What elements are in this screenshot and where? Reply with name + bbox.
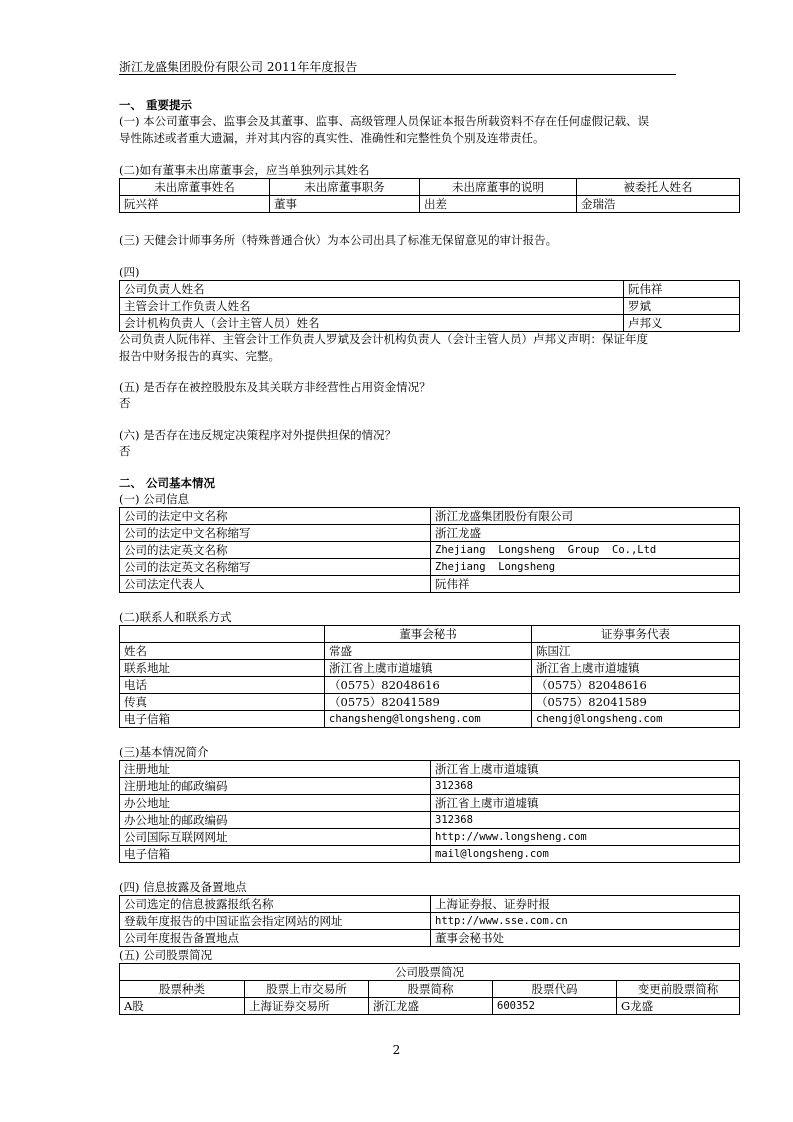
table-cell: 办公地址 bbox=[120, 795, 431, 812]
responsibility-line-1: 公司负责人阮伟祥、主管会计工作负责人罗斌及会计机构负责人（会计主管人员）卢邦义声明：保证年度 bbox=[119, 332, 648, 346]
table-header-row bbox=[120, 179, 740, 196]
page-number: 2 bbox=[392, 1043, 401, 1057]
header-cell: 证券事务代表 bbox=[532, 626, 740, 643]
table-cell: 公司选定的信息披露报纸名称 bbox=[120, 896, 431, 913]
table-row bbox=[120, 761, 740, 778]
table-cell: 办公地址的邮政编码 bbox=[120, 812, 431, 829]
table-cell: 公司法定代表人 bbox=[120, 576, 431, 593]
stock-table bbox=[119, 963, 740, 1015]
table-cell: 电子信箱 bbox=[120, 711, 325, 728]
page-header-title: 浙江龙盛集团股份有限公司 2011年年度报告 bbox=[119, 60, 358, 74]
disclosure-title: (四) 信息披露及备置地点 bbox=[119, 880, 247, 894]
fund-occupation-question: (五) 是否存在被控股股东及其关联方非经营性占用资金情况？ bbox=[119, 380, 431, 394]
table-cell: 公司国际互联网网址 bbox=[120, 829, 431, 846]
table-cell: 浙江龙盛集团股份有限公司 bbox=[431, 508, 740, 525]
header-cell: 变更前股票简称 bbox=[617, 981, 740, 998]
table-cell: 浙江省上虞市道墟镇 bbox=[325, 660, 532, 677]
audit-opinion-text: (三) 天健会计师事务所（特殊普通合伙）为本公司出具了标准无保留意见的审计报告。 bbox=[119, 233, 558, 247]
table-cell: 公司的法定中文名称 bbox=[120, 508, 431, 525]
table-cell: 卢邦义 bbox=[624, 315, 740, 332]
table-row bbox=[120, 315, 740, 332]
table-row bbox=[120, 542, 740, 559]
table-cell: Zhejiang Longsheng Group Co.,Ltd bbox=[431, 542, 740, 559]
statement-paragraph bbox=[119, 113, 739, 147]
table-cell: 陈国江 bbox=[532, 643, 740, 660]
table-row bbox=[120, 998, 740, 1015]
table-cell: 罗斌 bbox=[624, 298, 740, 315]
table-cell: 电话 bbox=[120, 677, 325, 694]
table-cell: （0575）82048616 bbox=[325, 677, 532, 694]
table-row bbox=[120, 829, 740, 846]
table-cell: 出差 bbox=[420, 196, 577, 213]
table-row bbox=[120, 576, 740, 593]
table-row bbox=[120, 778, 740, 795]
table-row bbox=[120, 930, 740, 947]
table-cell: 注册地址 bbox=[120, 761, 431, 778]
header-cell: 被委托人姓名 bbox=[577, 179, 740, 196]
table-row bbox=[120, 559, 740, 576]
disclosure-table bbox=[119, 895, 740, 947]
absent-directors-table bbox=[119, 178, 740, 213]
header-cell: 股票简称 bbox=[369, 981, 493, 998]
table-row bbox=[120, 281, 740, 298]
table-cell: 会计机构负责人（会计主管人员）姓名 bbox=[120, 315, 624, 332]
header-divider bbox=[119, 74, 676, 75]
table-cell: 登载年度报告的中国证监会指定网站的网址 bbox=[120, 913, 431, 930]
table-cell: （0575）82048616 bbox=[532, 677, 740, 694]
table-cell: http://www.sse.com.cn bbox=[431, 913, 740, 930]
header-cell: 股票上市交易所 bbox=[245, 981, 369, 998]
header-cell: 股票代码 bbox=[493, 981, 617, 998]
section-2-heading: 二、 公司基本情况 bbox=[119, 476, 216, 490]
header-cell bbox=[120, 626, 325, 643]
table-row bbox=[120, 913, 740, 930]
table-cell: 公司的法定英文名称 bbox=[120, 542, 431, 559]
header-cell: 未出席董事姓名 bbox=[120, 179, 270, 196]
table-cell: （0575）82041589 bbox=[532, 694, 740, 711]
responsible-persons-title: (四) bbox=[119, 265, 140, 279]
statement-line-1: (一) 本公司董事会、监事会及其董事、监事、高级管理人员保证本报告所载资料不存在任何虚假记载、误 bbox=[119, 114, 650, 128]
absent-directors-title: (二)如有董事未出席董事会，应当单独列示其姓名 bbox=[119, 163, 370, 177]
header-cell: 未出席董事职务 bbox=[270, 179, 420, 196]
table-cell: 600352 bbox=[493, 998, 617, 1015]
table-row bbox=[120, 298, 740, 315]
header-cell: 董事会秘书 bbox=[325, 626, 532, 643]
table-row bbox=[120, 660, 740, 677]
table-cell: Zhejiang Longsheng bbox=[431, 559, 740, 576]
table-cell: （0575）82041589 bbox=[325, 694, 532, 711]
table-row bbox=[120, 896, 740, 913]
table-cell: 常盛 bbox=[325, 643, 532, 660]
guarantee-answer: 否 bbox=[119, 444, 131, 458]
table-cell: 浙江省上虞市道墟镇 bbox=[431, 795, 740, 812]
table-row bbox=[120, 812, 740, 829]
table-cell: mail@longsheng.com bbox=[431, 846, 740, 863]
table-cell: 阮伟祥 bbox=[431, 576, 740, 593]
responsibility-line-2: 报告中财务报告的真实、完整。 bbox=[119, 349, 280, 363]
table-header-row bbox=[120, 626, 740, 643]
table-row bbox=[120, 677, 740, 694]
table-cell: 注册地址的邮政编码 bbox=[120, 778, 431, 795]
table-cell: 金瑞浩 bbox=[577, 196, 740, 213]
table-cell: 联系地址 bbox=[120, 660, 325, 677]
table-cell: changsheng@longsheng.com bbox=[325, 711, 532, 728]
table-cell: 上海证券交易所 bbox=[245, 998, 369, 1015]
basic-info-title: (三)基本情况简介 bbox=[119, 745, 209, 759]
table-cell: 传真 bbox=[120, 694, 325, 711]
table-cell: 浙江省上虞市道墟镇 bbox=[431, 761, 740, 778]
table-cell: 312368 bbox=[431, 778, 740, 795]
header-cell: 未出席董事的说明 bbox=[420, 179, 577, 196]
responsibility-statement bbox=[119, 331, 739, 365]
table-row bbox=[120, 795, 740, 812]
fund-occupation-answer: 否 bbox=[119, 396, 131, 410]
basic-info-table bbox=[119, 760, 740, 863]
table-cell: 主管会计工作负责人姓名 bbox=[120, 298, 624, 315]
table-header-row bbox=[120, 981, 740, 998]
table-cell: 浙江龙盛 bbox=[431, 525, 740, 542]
contact-title: (二)联系人和联系方式 bbox=[119, 610, 232, 624]
table-cell: 公司的法定中文名称缩写 bbox=[120, 525, 431, 542]
table-cell: 公司负责人姓名 bbox=[120, 281, 624, 298]
table-row bbox=[120, 508, 740, 525]
table-cell: 公司的法定英文名称缩写 bbox=[120, 559, 431, 576]
table-cell: 电子信箱 bbox=[120, 846, 431, 863]
table-caption-row bbox=[120, 964, 740, 981]
company-info-table bbox=[119, 507, 740, 593]
table-cell: 董事 bbox=[270, 196, 420, 213]
table-cell: http://www.longsheng.com bbox=[431, 829, 740, 846]
table-cell: 董事会秘书处 bbox=[431, 930, 740, 947]
table-cell: chengj@longsheng.com bbox=[532, 711, 740, 728]
stock-title: (五) 公司股票简况 bbox=[119, 948, 213, 962]
table-cell: A股 bbox=[120, 998, 245, 1015]
table-cell: 312368 bbox=[431, 812, 740, 829]
table-row bbox=[120, 846, 740, 863]
company-info-title: (一) 公司信息 bbox=[119, 492, 190, 506]
table-caption: 公司股票简况 bbox=[120, 964, 740, 981]
table-row bbox=[120, 711, 740, 728]
table-cell: G龙盛 bbox=[617, 998, 740, 1015]
table-cell: 阮伟祥 bbox=[624, 281, 740, 298]
table-row bbox=[120, 196, 740, 213]
table-row bbox=[120, 694, 740, 711]
table-row bbox=[120, 643, 740, 660]
table-cell: 阮兴祥 bbox=[120, 196, 270, 213]
statement-line-2: 导性陈述或者重大遗漏，并对其内容的真实性、准确性和完整性负个别及连带责任。 bbox=[119, 131, 545, 145]
section-1-heading: 一、 重要提示 bbox=[119, 98, 193, 112]
contact-table bbox=[119, 625, 740, 728]
table-cell: 浙江龙盛 bbox=[369, 998, 493, 1015]
table-cell: 浙江省上虞市道墟镇 bbox=[532, 660, 740, 677]
responsible-persons-table bbox=[119, 280, 740, 332]
guarantee-question: (六) 是否存在违反规定决策程序对外提供担保的情况？ bbox=[119, 428, 397, 442]
table-cell: 姓名 bbox=[120, 643, 325, 660]
table-cell: 公司年度报告备置地点 bbox=[120, 930, 431, 947]
table-row bbox=[120, 525, 740, 542]
table-cell: 上海证券报、证券时报 bbox=[431, 896, 740, 913]
header-cell: 股票种类 bbox=[120, 981, 245, 998]
